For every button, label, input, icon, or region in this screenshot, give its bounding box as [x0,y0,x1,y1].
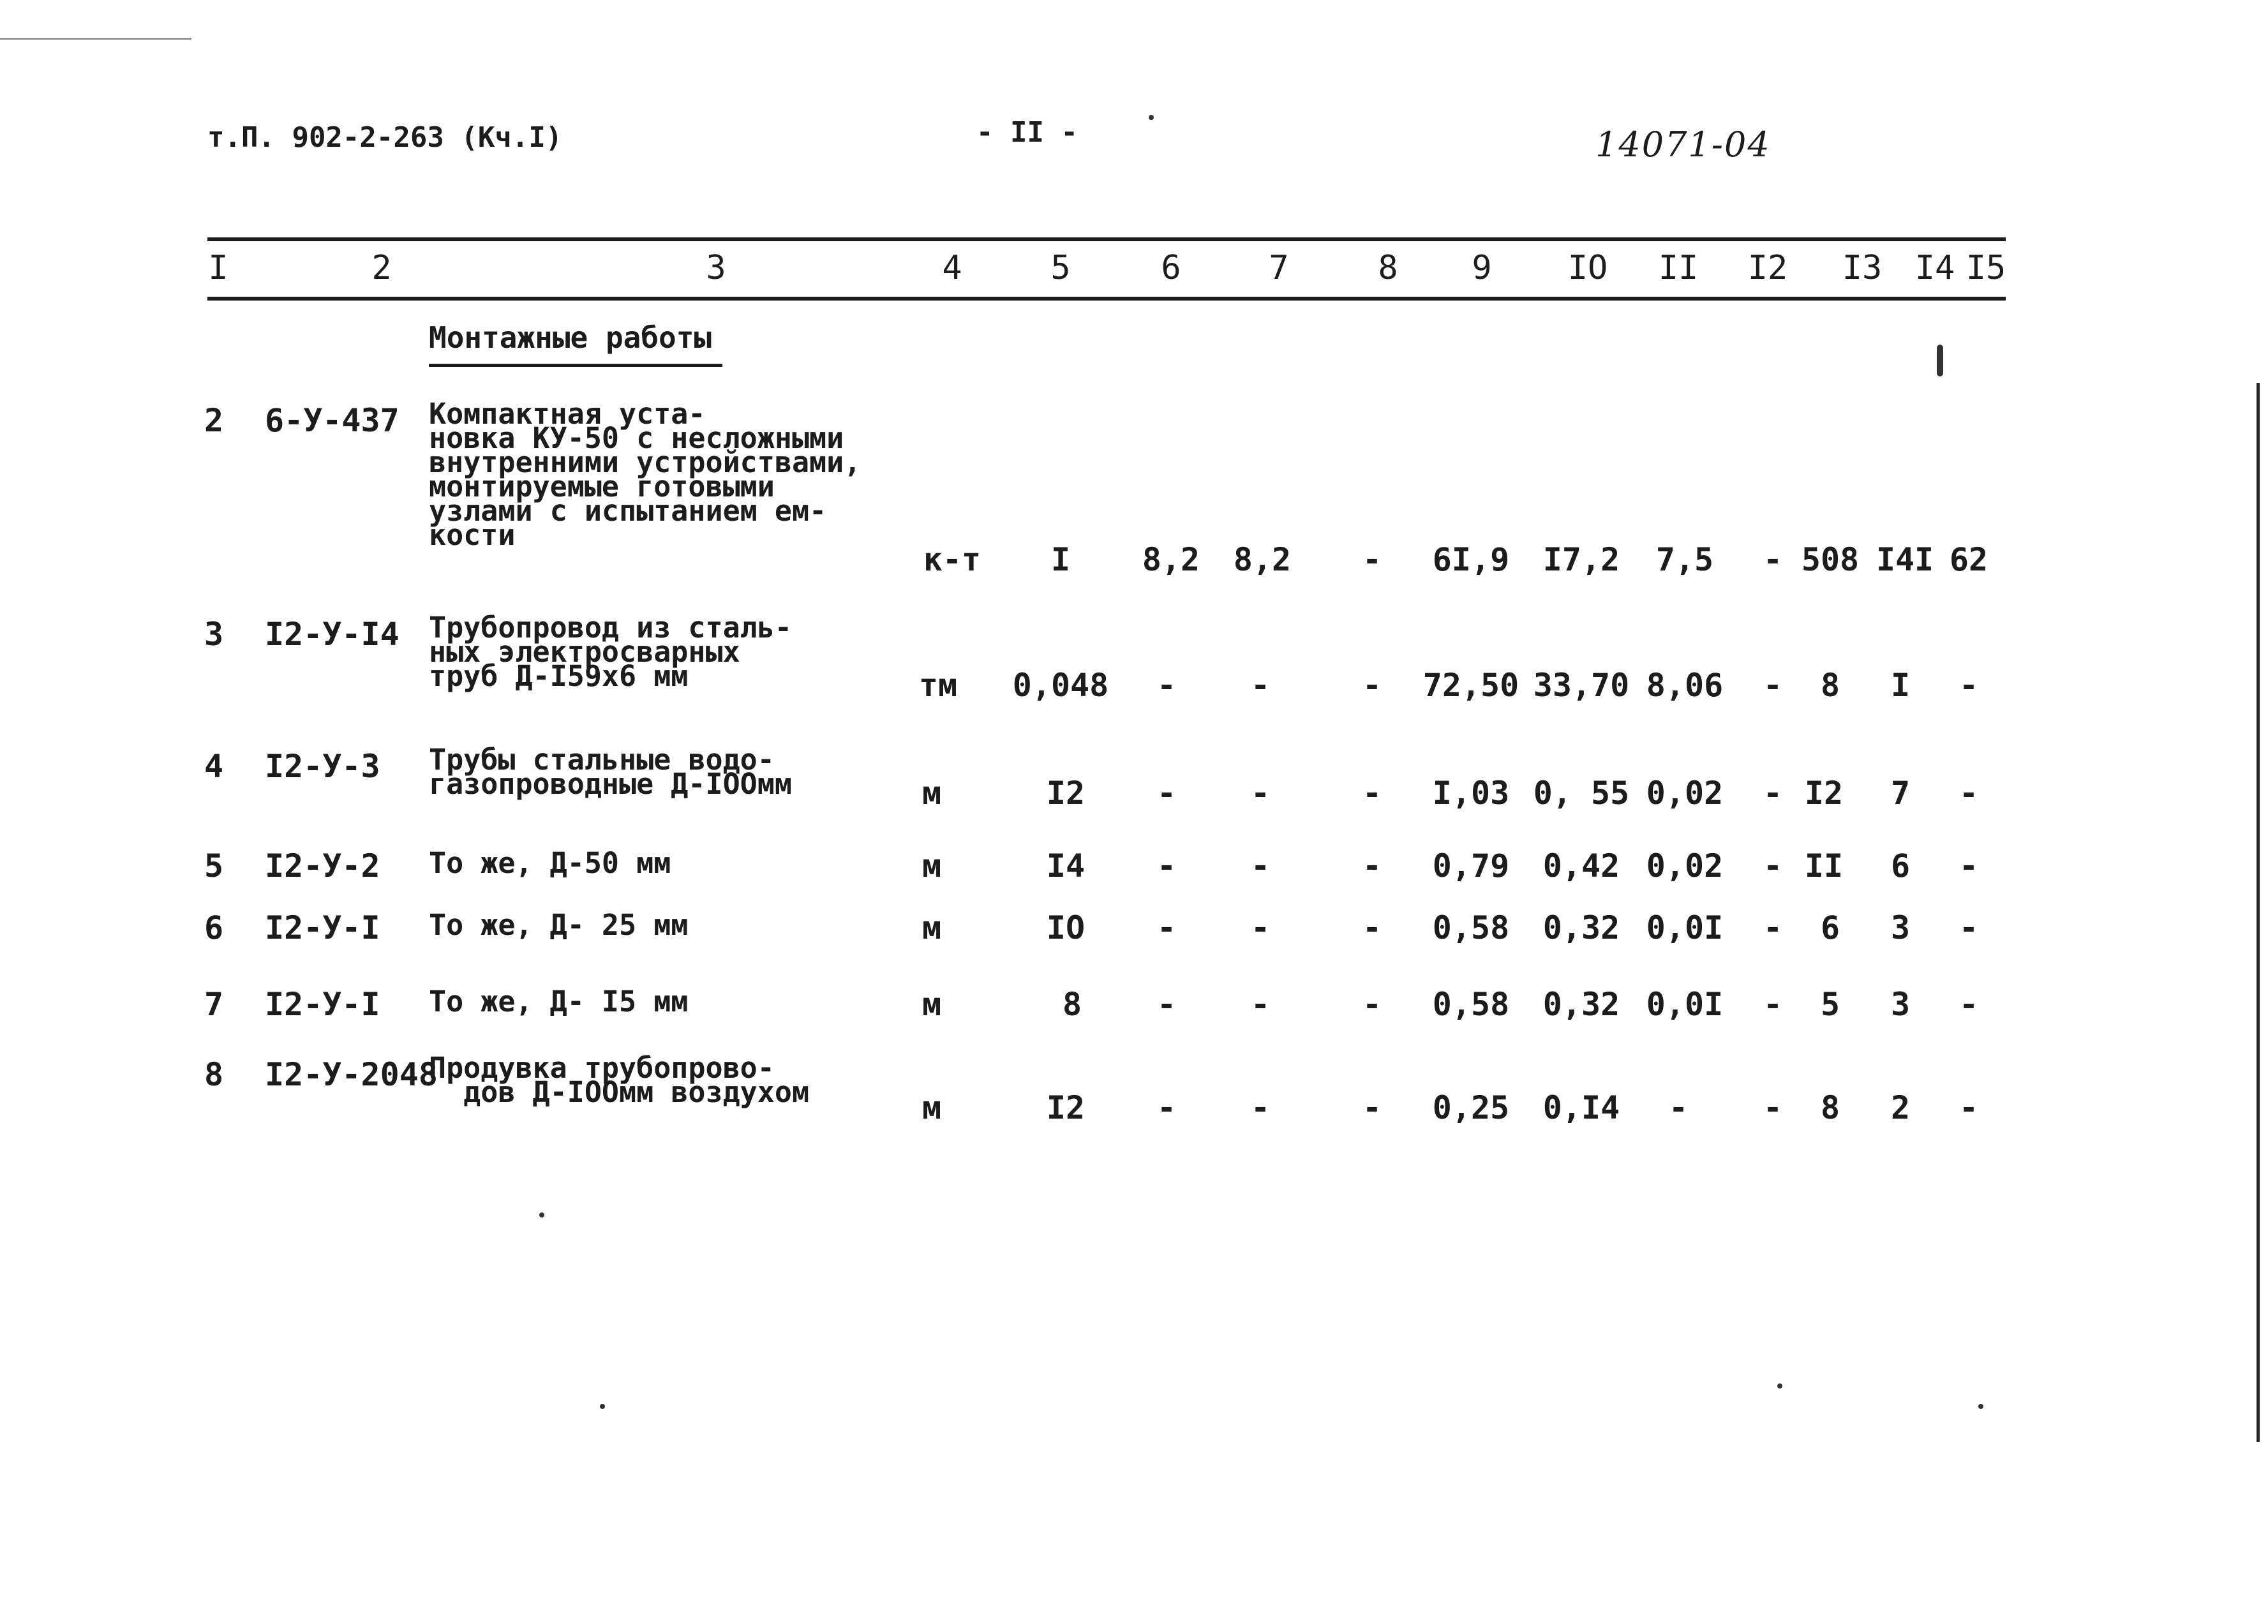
column-number: II [1658,249,1699,287]
row-value: 8 [1062,986,1082,1023]
row-description: Продувка трубопрово- дов Д-IOOмм воздухом [429,1051,810,1109]
column-number: 6 [1161,249,1181,287]
table-header-rule [207,297,2006,301]
row-value: 62 [1949,541,1988,578]
row-value: I4I [1876,541,1934,578]
row-value: - [1958,847,1979,884]
row-number: 4 [204,748,224,785]
row-value: - [1362,1089,1382,1126]
row-description: То же, Д- 25 мм [429,908,689,942]
row-value: 508 [1801,541,1860,578]
row-value: - [1763,775,1783,812]
row-value: - [1958,986,1979,1023]
row-value: 0,79 [1432,847,1510,884]
column-number: I [208,249,228,287]
row-value: - [1763,541,1783,578]
row-description: То же, Д- I5 мм [429,985,689,1018]
row-value: 6 [1820,909,1840,946]
row-value: 8 [1820,667,1840,704]
row-unit: к-т [923,541,981,578]
row-value: - [1250,667,1271,704]
row-description: Трубопровод из сталь- ных электросварных труб Д-I59х6 мм [429,611,792,693]
row-value: 0, 55 [1533,775,1630,812]
column-number: 7 [1269,249,1289,287]
section-title-underline [429,364,722,367]
row-code: 6-У-437 [265,402,399,439]
row-value: - [1156,775,1177,812]
row-unit: тм [918,667,958,704]
row-value: - [1763,667,1783,704]
row-value: - [1763,909,1783,946]
scan-speck [1937,345,1943,376]
row-value: I7,2 [1542,541,1620,578]
row-value: - [1250,775,1271,812]
document-reference: т.П. 902-2-263 (Кч.I) [207,121,563,154]
column-number: 2 [371,249,392,287]
row-value: 0,32 [1542,986,1620,1023]
row-value: I2 [1046,1089,1086,1126]
row-value: - [1362,986,1382,1023]
row-value: I2 [1046,775,1086,812]
row-value: 0,02 [1646,775,1724,812]
column-number: 3 [706,249,726,287]
row-value: - [1362,847,1382,884]
row-value: 0,25 [1432,1089,1510,1126]
row-value: 0,32 [1542,909,1620,946]
row-value: I2 [1804,775,1844,812]
row-value: - [1156,1089,1177,1126]
row-value: - [1958,775,1979,812]
scan-speck [1777,1383,1782,1389]
column-number: I4 [1914,249,1955,287]
row-value: 0,42 [1542,847,1620,884]
row-value: - [1362,541,1382,578]
row-value: 6 [1890,847,1911,884]
row-code: I2-У-I4 [265,616,399,653]
row-number: 8 [204,1056,224,1093]
column-number: 4 [942,249,962,287]
row-value: - [1763,1089,1783,1126]
row-value: I4 [1046,847,1086,884]
row-value: - [1250,1089,1271,1126]
row-value: - [1958,1089,1979,1126]
row-value: - [1958,667,1979,704]
scan-speck [600,1404,605,1409]
column-number: 9 [1472,249,1492,287]
row-number: 7 [204,986,224,1023]
row-value: 33,70 [1533,667,1630,704]
row-code: I2-У-2048 [265,1056,438,1093]
section-title: Монтажные работы [429,320,712,355]
row-unit: м [921,775,942,812]
row-value: - [1668,1089,1689,1126]
row-value: - [1156,986,1177,1023]
row-value: 8,2 [1233,541,1292,578]
column-number: I3 [1842,249,1883,287]
row-value: - [1362,775,1382,812]
row-value: 2 [1890,1089,1911,1126]
column-number: I5 [1966,249,2006,287]
row-code: I2-У-2 [265,847,380,884]
row-value: II [1804,847,1844,884]
row-value: I [1050,541,1071,578]
row-unit: м [921,986,942,1023]
row-value: - [1958,909,1979,946]
row-value: - [1250,847,1271,884]
column-number: 5 [1050,249,1071,287]
row-value: 8 [1820,1089,1840,1126]
row-value: 5 [1820,986,1840,1023]
row-value: I,03 [1432,775,1510,812]
row-value: 7 [1890,775,1911,812]
row-number: 3 [204,616,224,653]
inventory-number: 14071-04 [1595,124,1771,165]
row-description: То же, Д-50 мм [429,846,671,880]
row-value: 3 [1890,986,1911,1023]
column-number: 8 [1378,249,1398,287]
row-value: 8,2 [1142,541,1200,578]
row-value: 72,50 [1422,667,1519,704]
row-unit: м [921,909,942,946]
scan-border-line [2257,383,2260,1442]
row-value: 6I,9 [1432,541,1510,578]
row-value: - [1250,986,1271,1023]
row-code: I2-У-I [265,909,380,946]
row-unit: м [921,1089,942,1126]
column-number: I2 [1747,249,1788,287]
row-value: 0,02 [1646,847,1724,884]
row-value: 8,06 [1646,667,1724,704]
row-value: - [1362,909,1382,946]
row-value: 7,5 [1655,541,1714,578]
scan-speck [539,1212,544,1218]
row-value: - [1763,847,1783,884]
row-value: - [1156,667,1177,704]
scan-edge-line [0,38,191,40]
row-number: 2 [204,402,224,439]
row-value: - [1156,909,1177,946]
row-value: 0,0I [1646,986,1724,1023]
row-value: 3 [1890,909,1911,946]
column-number: IO [1567,249,1608,287]
row-value: - [1250,909,1271,946]
row-description: Компактная уста- новка КУ-50 с несложными внутренними устройствами, монтируемые готовыми узлами с испытанием ем- кости [429,397,862,552]
scan-speck [1149,115,1154,120]
scan-speck [1978,1404,1983,1409]
row-number: 5 [204,847,224,884]
row-value: 0,58 [1432,986,1510,1023]
row-value: 0,0I [1646,909,1724,946]
row-value: 0,58 [1432,909,1510,946]
row-value: - [1362,667,1382,704]
page-number: - II - [976,116,1078,149]
row-value: - [1156,847,1177,884]
row-value: I [1890,667,1911,704]
row-description: Трубы стальные водо- газопроводные Д-IOOмм [429,743,792,801]
row-code: I2-У-I [265,986,380,1023]
row-value: 0,I4 [1542,1089,1620,1126]
row-code: I2-У-3 [265,748,380,785]
row-value: IO [1046,909,1086,946]
row-value: 0,048 [1012,667,1109,704]
row-unit: м [921,847,942,884]
table-top-rule [207,237,2006,241]
row-value: - [1763,986,1783,1023]
row-number: 6 [204,909,224,946]
